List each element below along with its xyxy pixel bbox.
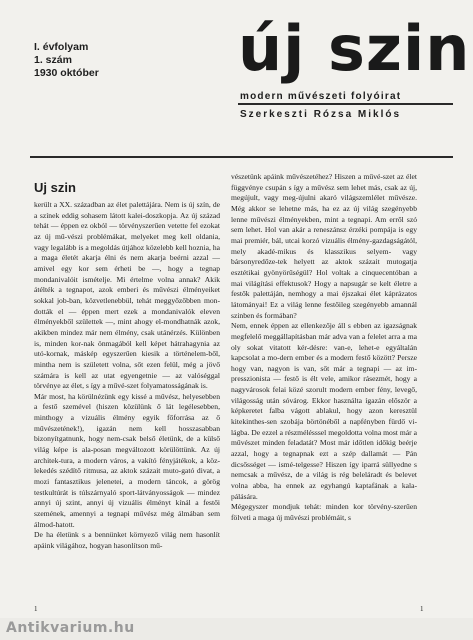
watermark-bar bbox=[0, 618, 473, 640]
page-number-left: 1 bbox=[34, 605, 38, 613]
paragraph: vészetünk apáink művészetéhez? Hiszen a művé-szet az élet függvénye csupán s így a művész sem lehet más, csak az új, megújult, vagy meg-újulni akaró világszemlélet művésze. Még akkor se lehetne más, ha ez az új világ szegényebb lenne művészi élményekben, mint a tegnapi. Am erről szó sem lehet. Hol van akár a reneszánsz érzéki pompája is egy mai premiér, bál, utcai korzó vizuális élmény-gazdagságától, mely akadé-mikus és klasszikus selyem- vagy bársonyredőze-tek helyett az aktok százait mutogatja esztétikai gyönyörűségül? Hol voltak a cinquecentóban a mai világítási effektusok? Hogy a napsugár se kelt életre a festők palettáján, nemhogy a mai éjszakai élet káprázatos látományai! Ez a világ lenne festőileg szegényebb amannál szinben és formában? bbox=[231, 172, 417, 320]
paragraph: Mégegyszer mondjuk tehát: minden kor törvény-szerűen fölveti a maga új művészi problémáit, s bbox=[231, 502, 417, 522]
page-number-right: 1 bbox=[420, 605, 424, 613]
paragraph: De ha életünk s a bennünket környező világ nem hasonlít apáink világához, hogyan hasonlítson mű- bbox=[34, 530, 220, 550]
masthead-subtitle: modern művészeti folyóirat bbox=[240, 91, 402, 102]
watermark-text: Antikvarium.hu bbox=[6, 620, 135, 636]
masthead-logo: új szin bbox=[238, 12, 471, 85]
date-label: 1930 október bbox=[34, 67, 99, 79]
article-title: Uj szin bbox=[34, 180, 76, 195]
paragraph: Nem, ennek éppen az ellenkezője áll s ebben az igazságnak megfelelő meggállapításban már adva van a felelet arra a ma oly sokat vitatott kér-désre: van-e, lehet-e egyáltalán kapcsolat a mo-dern ember és a modern festő között? Persze hogy van, nagyon is van, sőt már a tegnapi — az im-presszionista — festő is élt vele, amikor rásezmét, hogy a nagyvárosok felai közé szorult modern ember fény, levegő, világosság után sóvárog. Ekkor használta ígazán először a képkeretet falba vágott ablakul, hogy azon keresztül kitekinthes-sen szobája börtönéből a napfényben fürdő vi-lágba. De ezzel a részmélésssel megoldotta volna most már a művészet minden feladatát? Most már időtlen időkig beérje azzal, hogy a tegnapnak ezt a szép dallamát — Pán dicsősséget — ismé-telgesse? Hiszen így iparrá süllyedne s nemcsak a művész, de a világ is rég beleláradt és belevet volna abba, ha ennek az egyhangú kaptafának a kala-pálására. bbox=[231, 321, 417, 501]
divider-main bbox=[30, 156, 453, 158]
article-left-column bbox=[34, 200, 220, 552]
issue-info bbox=[34, 41, 99, 80]
paragraph: Már most, ha körülnézünk egy kissé a művész, helyesebben a festő szemével (hiszen közülünk ő lát legélesebben, minthogy a vizuális élmény egyik főforrása az ő művészetének!), igazán nem kell hosszasabban bizonyítgatnunk, hogy nem-csak belső életünk, de a külső világ képe is ala-posan megváltozott körülöttünk. Az új architek-tura, a modern város, a vakító fényjátékok, a köz-lekedés szédítő ritmusa, az aktok százait muto-gató divat, a mozi fantasztikus jelenetei, a modern táncok, a görög testkultúrát is túlszárnyaló sport-látványosságok — mindez annyi új szint, annyi új vizuális élményt kínál a festői szemének, amennyi a tegnapi művész még álmában sem álmod-hatott. bbox=[34, 391, 220, 529]
volume-label: I. évfolyam bbox=[34, 41, 89, 53]
divider-top bbox=[238, 103, 453, 105]
article-right-column bbox=[231, 172, 417, 524]
paragraph: került a XX. században az élet palettájára. Nem is új szín, de a színek eddig sohasem látott kalei-doszkopja. Az új század tehát — éppen ez okból — törvényszerűen vetette fel ezokat az új mű-vészi problémákat, melyeket meg kell oldania, vagy legalább is a megoldás útjához közelebb kell hoznia, ha a maga életét akarja élni és nem akarja beérni azzal — amivel egy kor sem érheti be —, hogy a tegnap mondanivalóit ismételje. Mi értelme volna annak? Akik átélték a tegnapot, azok emberi és művészi élményeiket sokkal job-ban, közvetlenebbül, tehát meggyőzőbben mon-dották el — éppen mert ezek a mondanivalók eleven élményekből születtek —, mint ahogy el-mondhatnák azok, akikben mindez már nem élmény, csak utánérzés. Különben is, minden kor-nak önmagából kell képet hátrahagynia az utó-kornak, máskép egyszerűen kiesik a történelem-ből, mintha nem is született volna, sőt ezen felül, még a jövő számára is kell az utat egyengetnie — az valóséggal törvénye az élet, s így a művé-szet folyamatosságának is. bbox=[34, 200, 220, 391]
number-label: 1. szám bbox=[34, 54, 72, 66]
editor-line: Szerkeszti Rózsa Miklós bbox=[240, 109, 402, 120]
